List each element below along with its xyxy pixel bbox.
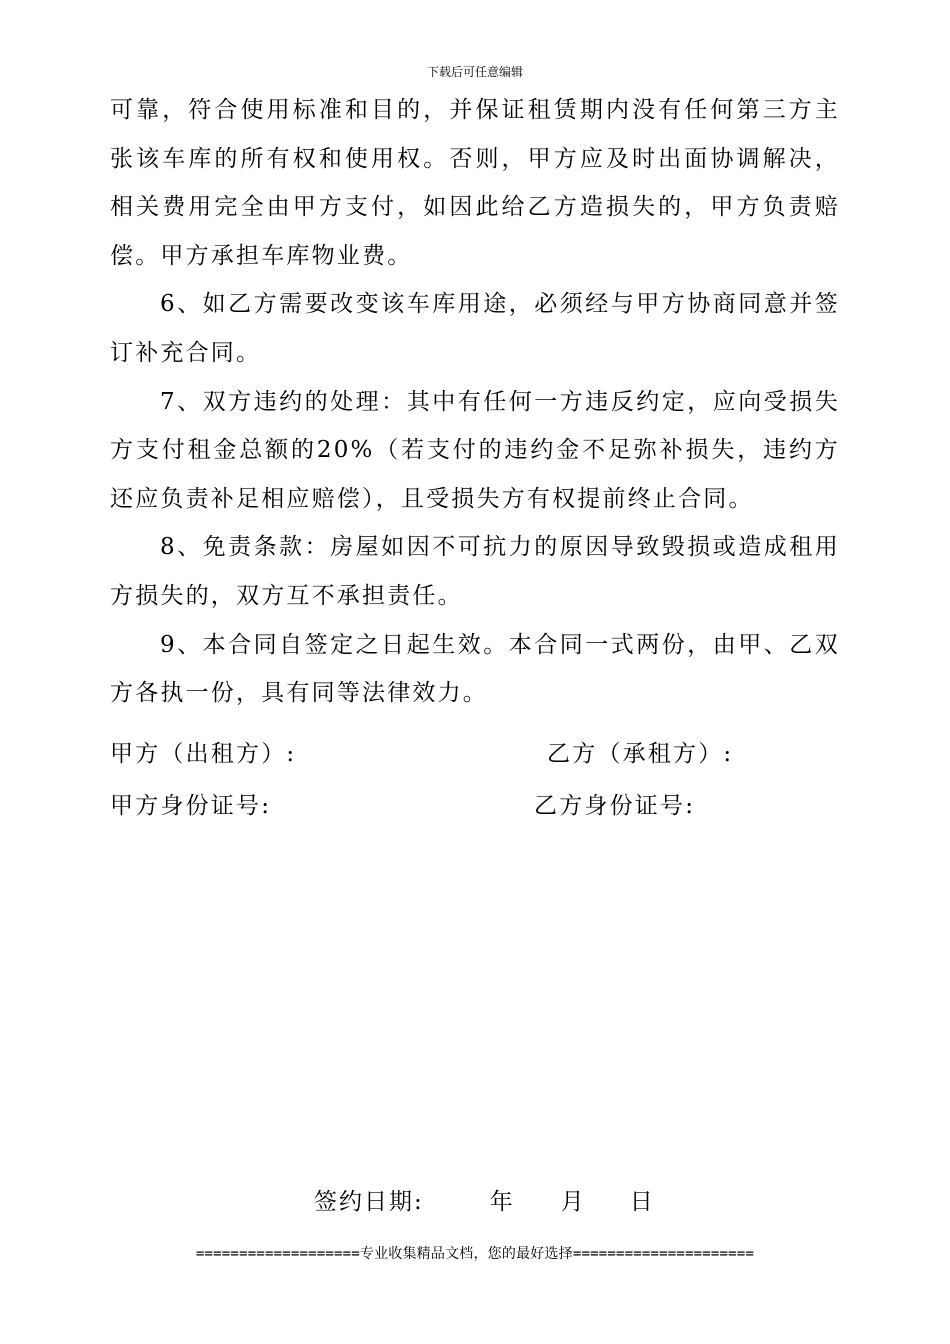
date-month-label: 月 — [560, 1189, 586, 1215]
clause-8: 8、免责条款：房屋如因不可抗力的原因导致毁损或造成租用方损失的，双方互不承担责任。 — [110, 534, 840, 609]
header-note: 下载后可任意编辑 — [426, 65, 523, 79]
date-day-label: 日 — [629, 1189, 655, 1215]
party-a-id-label: 甲方身份证号: — [110, 793, 272, 819]
clause-7: 7、双方违约的处理：其中有任何一方违反约定，应向受损失方支付租金总额的20%（若支付的违约金不足弥补损失，违约方还应负责补足相应赔偿），且受损失方有权提前终止合同。 — [110, 388, 840, 512]
party-b-label: 乙方（承租方）: — [547, 741, 734, 767]
signing-date-line — [314, 1180, 655, 1224]
clause-5-continued: 可靠，符合使用标准和目的，并保证租赁期内没有任何第三方主张该车库的所有权和使用权。否则，甲方应及时出面协调解决，相关费用完全由甲方支付，如因此给乙方造损失的，甲方负责赔偿。甲方承担车库物业费。 — [110, 97, 840, 269]
footer-note: ===================专业收集精品文档，您的最好选择===================== — [195, 1246, 755, 1262]
signing-date-label: 签约日期: — [314, 1189, 424, 1215]
clause-6: 6、如乙方需要改变该车库用途，必须经与甲方协商同意并签订补充合同。 — [110, 291, 840, 366]
party-b-id-label: 乙方身份证号: — [534, 793, 696, 819]
id-number-row — [110, 782, 840, 830]
clause-9: 9、本合同自签定之日起生效。本合同一式两份，由甲、乙双方各执一份，具有同等法律效力。 — [110, 631, 840, 707]
contract-body — [110, 86, 840, 718]
party-signature-row — [110, 730, 840, 778]
party-a-label: 甲方（出租方）: — [110, 741, 297, 767]
date-year-label: 年 — [489, 1189, 515, 1215]
